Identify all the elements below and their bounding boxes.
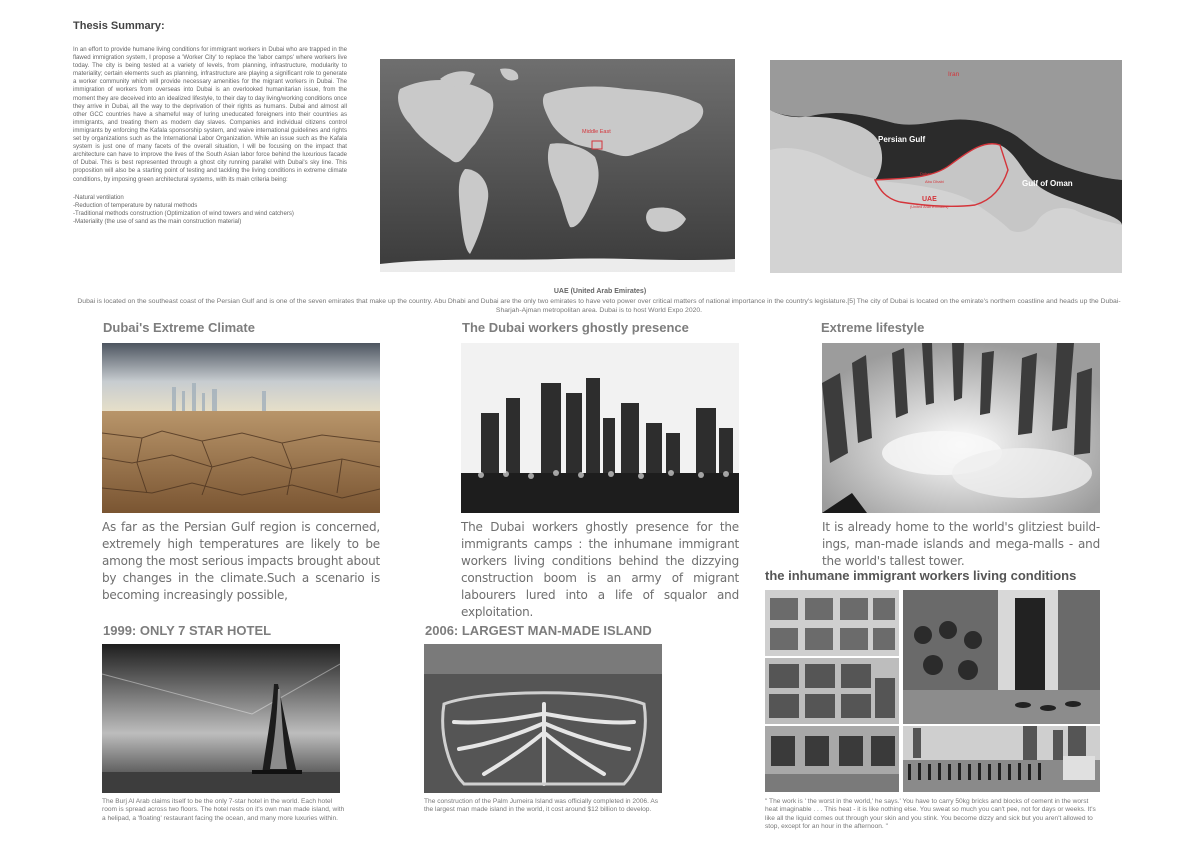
island-title: 2006: LARGEST MAN-MADE ISLAND [425,623,652,638]
middle-east-label: Middle East [582,129,611,135]
conditions-photo-1 [765,590,899,656]
criteria-item: -Reduction of temperature by natural methods [73,201,198,209]
thesis-body [73,46,347,226]
workers-title: The Dubai workers ghostly presence [462,320,689,335]
conditions-photo-5 [903,726,1100,792]
climate-title: Dubai's Extreme Climate [103,320,255,335]
uae-label: UAE [922,196,937,203]
criteria-item: -Traditional methods construction (Optimization of wind towers and wind catchers) [73,209,294,217]
persian-gulf-label: Persian Gulf [878,135,926,144]
conditions-photo-3 [765,726,899,792]
workers-photo [461,343,739,513]
criteria-item: -Natural ventilation [73,193,124,201]
lifestyle-photo [822,343,1100,513]
abu-dhabi-label: Abu Dhabi [925,179,944,184]
iran-label: Iran [948,71,960,78]
hotel-caption: The Burj Al Arab claims itself to be the only 7-star hotel in the world. Each hotel room is spread across two floors. The hotel rests on it's own man made island, with a helipad, a 'floating' restaurant facing the ocean, and many more luxuries within. [102,798,345,822]
thesis-title: Thesis Summary: [73,20,165,32]
lifestyle-title: Extreme lifestyle [821,320,925,335]
lifestyle-text: It is already home to the world's glitziest build-ings, man-made islands and mega-malls - and the world's tallest tower. [822,520,1100,568]
dubai-label: Dubai [920,171,931,176]
uae-map [770,60,1122,273]
uae-sub-label: (United Arab Emirates) [910,205,949,209]
criteria-item: -Materiality (the use of sand as the main construction material) [73,217,242,225]
conditions-photo-4 [903,590,1100,724]
workers-text: The Dubai workers ghostly presence for the immigrants camps : the inhumane immigrant workers living conditions behind the dizzying construction boom is an army of migrant labourers lured into a life of squalor and exploitation. [461,520,739,619]
climate-text: As far as the Persian Gulf region is concerned, extremely high temperatures are likely to be among the most serious impacts brought about by changes in the climate.Such a scenario is becoming increasingly possible, [102,520,380,602]
uae-caption-text: Dubai is located on the southeast coast of the Persian Gulf and is one of the seven emirates that make up the country. Abu Dhabi and Dubai are the only two emirates to have veto power over critical matters of national importance in the country's legislature.[5] The city of Dubai is located on the emirate's northern coastline and heads up the Dubai-Sharjah-Ajman metropolitan area. Dubai is to host World Expo 2020. [77,298,1121,314]
thesis-paragraph: In an effort to provide humane living conditions for immigrant workers in Dubai who are trapped in the flawed immigration system, I propose a 'Worker City' to replace the 'labor camps' where workers live today. The city is being tested at a variety of levels, from planning, infrastructure, modularity to materiality; certain elements such as planning, infrastructure are playing a significant role to generate a worker community which will provide necessary amenities for the migrant workers in Dubai. The immigration of workers from overseas into Dubai is an overlooked humanitarian issue, from the moment they are deceived into an idealized lifestyle, to their day to day living/working conditions once they arrive in Dubai, all the way to the deprivation of their rights as humans. Dubai and almost all other GCC countries have a shameful way of luring uneducated foreigners into their countries as immigrants, and treating them as modern day slaves. Companies and individual citizens control immigrants by enforcing the Kafala sponsorship system, and waive international guidelines and rights set by organizations such as the International Labor Organization. While an issue such as the Kafala system is just one of many facets of the overall situation, I will be focusing on the impact that architecture can have to improve the lives of the South Asian labor force behind the luxurious facade of Dubai. This is best represented through a ghost city running parallel with Dubai's sky line. This proposition will also be a starting point of testing and tackling the living conditions in extreme climate conditions, by imposing green architectural systems, with its main criteria being: [73,46,347,183]
hotel-title: 1999: ONLY 7 STAR HOTEL [103,623,272,638]
climate-photo [102,343,380,513]
conditions-title: the inhumane immigrant workers living conditions [765,568,1077,583]
island-photo [424,644,662,793]
conditions-photo-2 [765,658,899,724]
world-map [380,59,735,272]
conditions-quote: " The work is ' the worst in the world,' he says.' You have to carry 50kg bricks and blocks of cement in the worst heat imaginable . . . This heat - it is like nothing else. You sweat so much you can't pee, not for days or weeks. It's like all the liquid comes out through your skin and you stink. You become dizzy and sick but you aren't allowed to stop, except for an hour in the afternoon. " [765,798,1096,831]
hotel-photo [102,644,340,793]
gulf-of-oman-label: Gulf of Oman [1022,179,1073,188]
uae-caption-title: UAE (United Arab Emirates) [553,288,647,295]
island-caption: The construction of the Palm Jumeira Island was officially completed in 2006. As the largest man made island in the world, it cost around $12 billion to develop. [424,798,659,814]
